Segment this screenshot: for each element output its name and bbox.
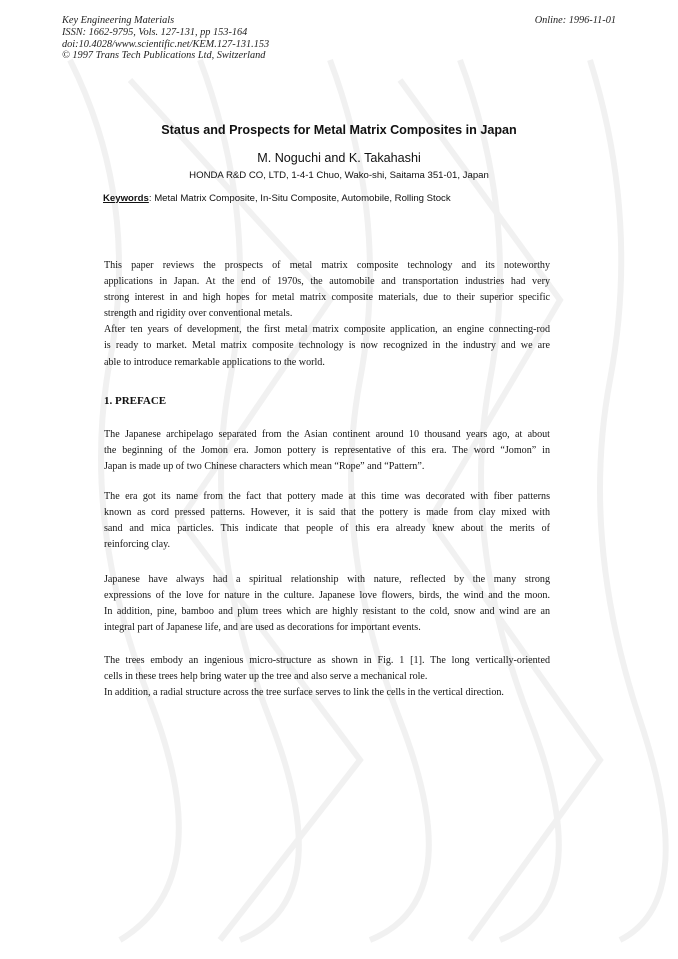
abstract-line: applications in Japan. At the end of 1970s, the automobile and transportation industries had very [104, 276, 550, 288]
journal-header [62, 15, 269, 62]
paragraph-line: integral part of Japanese life, and are used as decorations for important events. [104, 622, 421, 634]
paragraph-line: expressions of the love for nature in the culture. Japanese love flowers, birds, the wind and the moon. [104, 590, 550, 602]
paragraph-line: Japanese have always had a spiritual relationship with nature, reflected by the many strong [104, 574, 550, 585]
journal-name: Key Engineering Materials [62, 15, 175, 26]
abstract-line: strong interest in and high hopes for metal matrix composite materials, due to their superior specific [104, 292, 550, 304]
paragraph-line: the beginning of the Jomon era. Jomon pottery is representative of this era. The word “Jomon” in [104, 445, 550, 457]
paragraph-line: reinforcing clay. [104, 539, 171, 551]
paragraph-line: Japan is made up of two Chinese characters which mean “Rope” and “Pattern”. [104, 461, 425, 473]
paragraph-line: The trees embody an ingenious micro-structure as shown in Fig. 1 [1]. The long vertically-oriented [104, 655, 550, 666]
keywords-line [103, 193, 451, 204]
keywords-label: Keywords [103, 193, 149, 204]
online-date: Online: 1996-11-01 [534, 15, 616, 26]
paragraph-line: The era got its name from the fact that pottery made at this time was decorated with fiber patterns [104, 491, 550, 502]
paragraph-line: In addition, a radial structure across the tree surface serves to link the cells in the vertical direction. [104, 687, 504, 699]
abstract [104, 258, 550, 371]
abstract-line: is ready to market. Metal matrix composite technology is now recognized in the industry and we are [104, 340, 550, 352]
abstract-line: able to introduce remarkable applications to the world. [104, 356, 325, 368]
paragraph-2 [104, 489, 550, 553]
abstract-line: After ten years of development, the first metal matrix composite application, an engine connecting-rod [104, 324, 550, 336]
keywords-list: : Metal Matrix Composite, In-Situ Composite, Automobile, Rolling Stock [148, 193, 451, 204]
author-affiliation: HONDA R&D CO, LTD, 1-4-1 Chuo, Wako-shi, Saitama 351-01, Japan [189, 170, 489, 181]
copyright-line: © 1997 Trans Tech Publications Ltd, Switzerland [62, 50, 266, 62]
paragraph-line: sand and mica particles. This indicate that people of this era already knew about the merits of [104, 523, 550, 535]
paragraph-line: The Japanese archipelago separated from the Asian continent around 10 thousand years ago, at about [104, 429, 550, 440]
paragraph-1 [104, 427, 550, 475]
abstract-line: strength and rigidity over conventional metals. [104, 308, 293, 320]
paragraph-line: known as cord pressed patterns. However, it is said that the pottery is made from clay mixed with [104, 507, 550, 519]
paragraph-4 [104, 653, 550, 701]
abstract-line: This paper reviews the prospects of metal matrix composite technology and its noteworthy [104, 260, 550, 271]
paragraph-3 [104, 572, 550, 636]
paragraph-line: In addition, pine, bamboo and plum trees which are highly resistant to the cold, snow and wind are an [104, 606, 550, 618]
paragraph-line: cells in these trees help bring water up the tree and also serve a mechanical role. [104, 671, 428, 683]
issn-line: ISSN: 1662-9795, Vols. 127-131, pp 153-164 [62, 26, 248, 38]
doi-line: doi:10.4028/www.scientific.net/KEM.127-131.153 [62, 38, 270, 50]
paper-authors: M. Noguchi and K. Takahashi [257, 151, 421, 165]
paper-title: Status and Prospects for Metal Matrix Composites in Japan [161, 123, 517, 137]
section-heading-preface: 1. PREFACE [104, 395, 167, 407]
